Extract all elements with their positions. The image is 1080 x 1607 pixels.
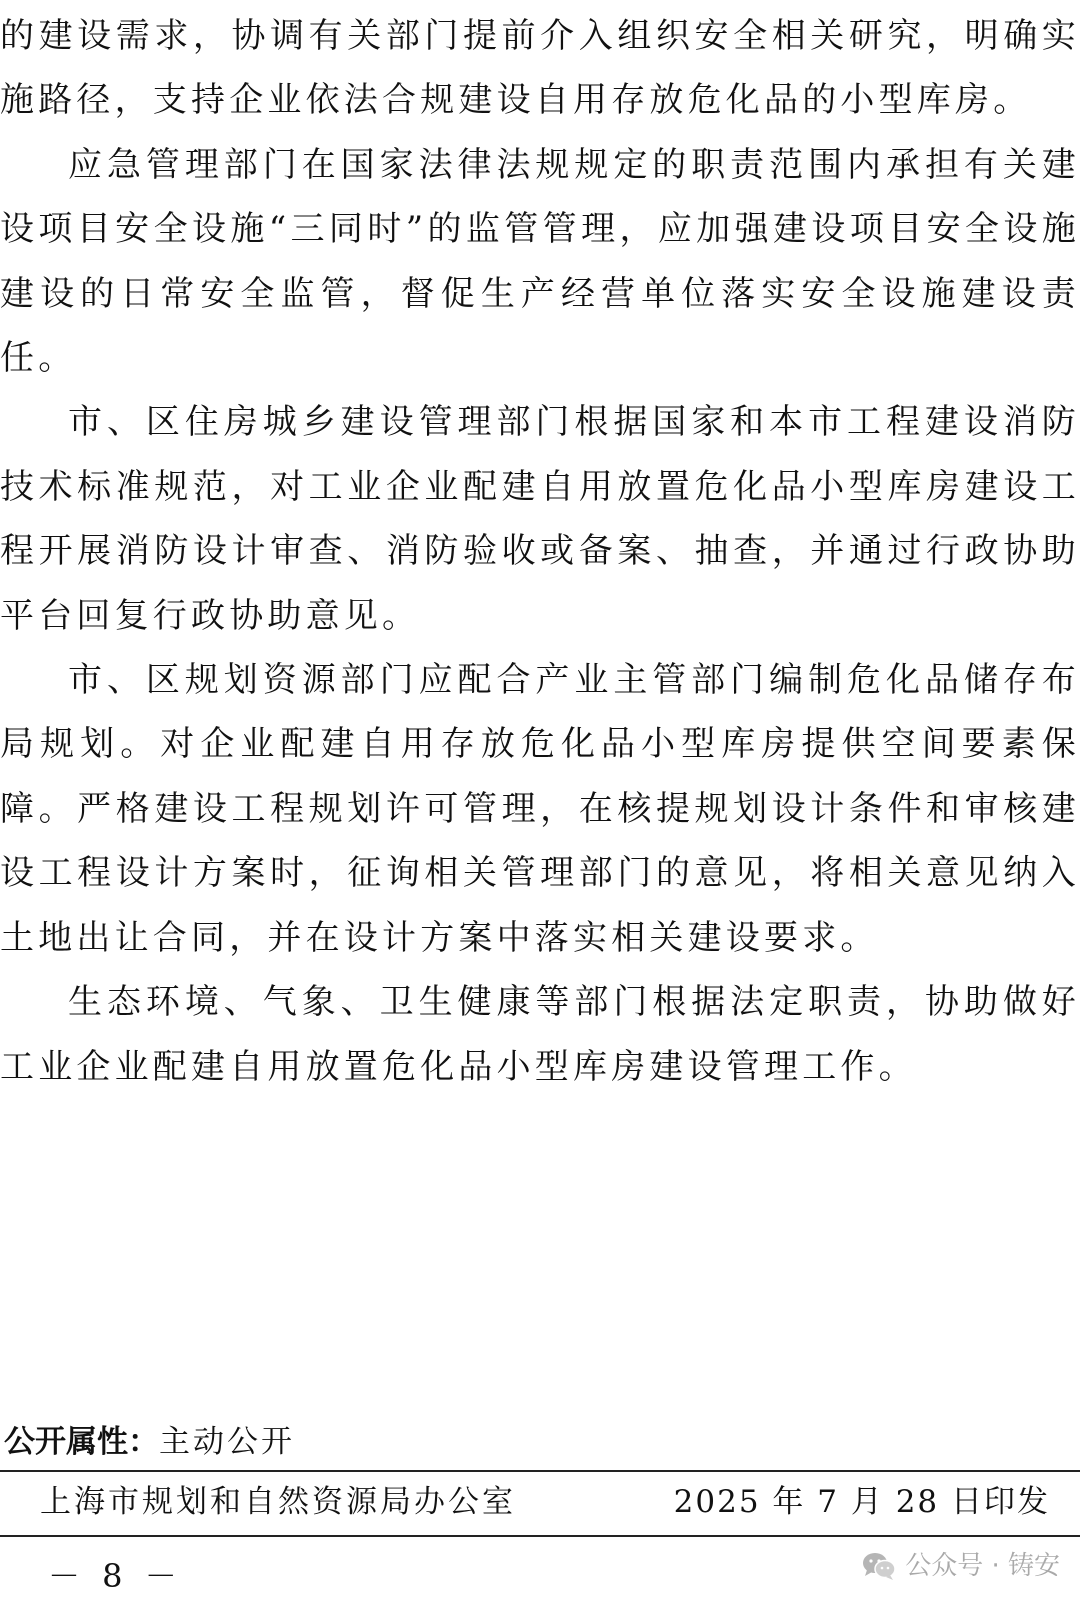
watermark	[861, 1546, 1060, 1586]
disclosure-attribute-value: 主动公开	[159, 1424, 295, 1460]
page-number: － 8 －	[48, 1557, 183, 1595]
wechat-icon	[861, 1551, 897, 1581]
watermark-text: 公众号 · 铸安	[905, 1551, 1060, 1581]
paragraph-housing-construction: 市、区住房城乡建设管理部门根据国家和本市工程建设消防技术标准规范，对工业企业配建自用放置危化品小型库房建设工程开展消防设计审查、消防验收或备案、抽查，并通过行政协助平台回复行政协助意见。	[0, 402, 1080, 636]
document-body	[0, 4, 1080, 1099]
paragraph-planning-resources: 市、区规划资源部门应配合产业主管部门编制危化品储存布局规划。对企业配建自用存放危化品小型库房提供空间要素保障。严格建设工程规划许可管理，在核提规划设计条件和审核建设工程设计方案时，征询相关管理部门的意见，将相关意见纳入土地出让合同，并在设计方案中落实相关建设要求。	[0, 660, 1080, 958]
disclosure-attribute	[4, 1422, 295, 1462]
disclosure-attribute-label: 公开属性：	[4, 1424, 159, 1460]
paragraph-other-departments: 生态环境、气象、卫生健康等部门根据法定职责，协助做好工业企业配建自用放置危化品小型库房建设管理工作。	[0, 982, 1080, 1087]
paragraph-emergency-management: 应急管理部门在国家法律法规规定的职责范围内承担有关建设项目安全设施“三同时”的监管管理，应加强建设项目安全设施建设的日常安全监管，督促生产经营单位落实安全设施建设责任。	[0, 144, 1080, 379]
footer-top-rule	[0, 1470, 1080, 1472]
issuing-office: 上海市规划和自然资源局办公室	[40, 1484, 516, 1520]
paragraph-continued: 的建设需求，协调有关部门提前介入组织安全相关研究，明确实施路径，支持企业依法合规建设自用存放危化品的小型库房。	[0, 16, 1080, 121]
footer-bottom-rule	[0, 1535, 1080, 1537]
issue-date: 2025 年 7 月 28 日印发	[673, 1484, 1050, 1520]
